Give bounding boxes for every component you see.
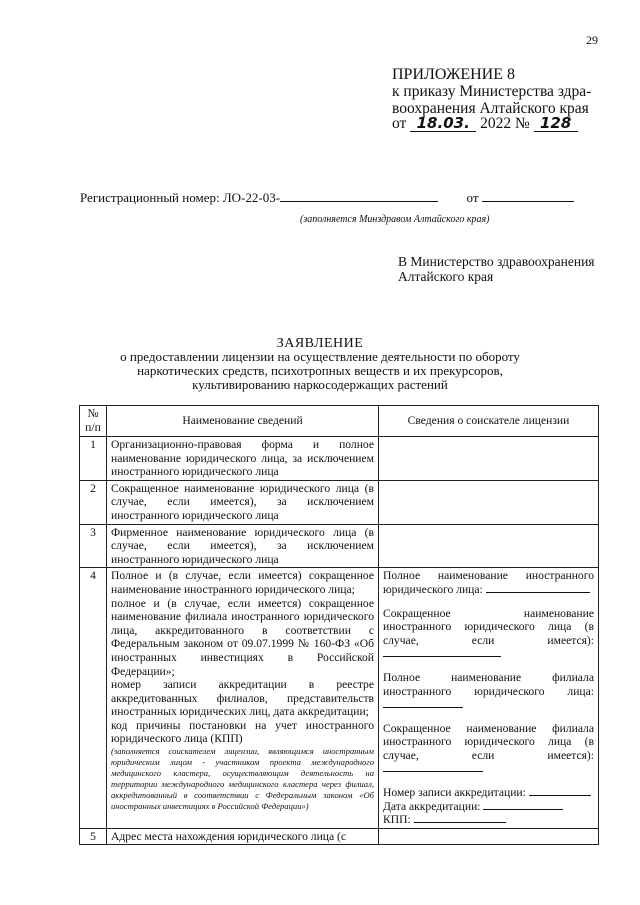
branch-full-name-label: Полное наименование филиала иностранного юридического лица: xyxy=(383,670,594,698)
branch-short-name-label: Сокращенное наименование филиала иностранного юридического лица (в случае, если имеется): xyxy=(383,721,594,762)
registration-from-label: от xyxy=(466,190,479,205)
appendix-date-prefix: от xyxy=(392,115,407,132)
foreign-short-name-field[interactable] xyxy=(383,607,594,661)
appendix-handwritten-number: 128 xyxy=(534,116,578,132)
page-number: 29 xyxy=(586,33,598,47)
kpp-label: КПП: xyxy=(383,813,411,827)
table-row xyxy=(80,828,599,845)
row-info-cell[interactable] xyxy=(379,437,599,481)
accreditation-date-label: Дата аккредитации: xyxy=(383,799,481,813)
accreditation-date-blank xyxy=(483,809,563,810)
registration-note: (заполняется Минздравом Алтайского края) xyxy=(300,214,490,225)
foreign-short-name-blank xyxy=(383,656,501,657)
row-info-cell[interactable] xyxy=(379,828,599,845)
statement-subtitle: о предоставлении лицензии на осуществление деятельности по обороту наркотических средств, психотропных веществ и их прекурсоров, культивированию наркосодержащих растений xyxy=(120,349,520,392)
row-number: 1 xyxy=(80,437,107,481)
appendix-line-2: воохранения Алтайского края xyxy=(392,100,589,117)
accreditation-number-label: Номер записи аккредитации: xyxy=(383,786,526,800)
branch-short-name-field[interactable] xyxy=(383,722,594,776)
row-name: Сокращенное наименование юридического лица (в случае, если имеется), за исключением иностранного юридического лица xyxy=(107,480,379,524)
registration-number-blank xyxy=(280,201,438,202)
row-info-cell[interactable] xyxy=(379,524,599,568)
row-number: 2 xyxy=(80,480,107,524)
kpp-field[interactable] xyxy=(383,813,594,827)
row4-name-part-2: полное и (в случае, если имеется) сокращенное наименование филиала иностранного юридического лица, аккредитованного в соответствии с Федеральным законом от 09.07.1999 № 160-ФЗ «Об иностранных инвестициях в Российской Федерации»; xyxy=(111,596,374,678)
appendix-year: 2022 № xyxy=(480,115,530,132)
row4-name-part-3: номер записи аккредитации в реестре аккредитованных филиалов, представительств иностранных юридических лиц, дата аккредитации; xyxy=(111,678,374,719)
license-info-table xyxy=(79,405,599,845)
row-info-cell[interactable] xyxy=(379,480,599,524)
header-info: Сведения о соискателе лицензии xyxy=(379,406,599,437)
row-name xyxy=(107,568,379,829)
row-name: Организационно-правовая форма и полное наименование юридического лица, за исключением иностранного юридического лица xyxy=(107,437,379,481)
header-name: Наименование сведений xyxy=(107,406,379,437)
row4-name-part-4: код причины постановки на учет иностранного юридического лица (КПП) xyxy=(111,718,374,746)
table-row xyxy=(80,480,599,524)
branch-full-name-blank xyxy=(383,707,463,708)
branch-full-name-field[interactable] xyxy=(383,671,594,712)
header-num: № п/п xyxy=(80,406,107,437)
row-number: 3 xyxy=(80,524,107,568)
foreign-full-name-label: Полное наименование иностранного юридического лица: xyxy=(383,569,594,596)
row-number: 4 xyxy=(80,568,107,829)
foreign-full-name-blank xyxy=(486,592,590,593)
appendix-handwritten-date: 18.03. xyxy=(410,116,476,132)
foreign-full-name-field[interactable] xyxy=(383,569,594,596)
addressee-line-2: Алтайского края xyxy=(398,269,494,284)
addressee-line-1: В Министерство здравоохранения xyxy=(398,254,595,269)
registration-line xyxy=(80,190,574,206)
kpp-blank xyxy=(414,822,506,823)
accreditation-number-blank xyxy=(529,795,591,796)
row-number: 5 xyxy=(80,828,107,845)
branch-short-name-blank xyxy=(383,771,483,772)
row4-note: (заполняется соискателем лицензии, являющимся иностранным юридическим лицом - участником проекта международного медицинского кластера, осуществляющим деятельность на территории международного медицинского кластера через филиал, аккредитованный в соответствии с Федеральным законом «Об иностранных инвестициях в Российской Федерации») xyxy=(111,746,374,812)
foreign-short-name-label: Сокращенное наименование иностранного юридического лица (в случае, если имеется): xyxy=(383,606,594,647)
row-name: Адрес места нахождения юридического лица (с xyxy=(107,828,379,845)
appendix-line-1: к приказу Министерства здра- xyxy=(392,83,592,100)
table-header-row xyxy=(80,406,599,437)
accreditation-date-field[interactable] xyxy=(383,800,594,814)
registration-date-blank xyxy=(482,201,574,202)
appendix-title: ПРИЛОЖЕНИЕ 8 xyxy=(392,66,516,83)
accreditation-number-field[interactable] xyxy=(383,786,594,800)
table-row xyxy=(80,437,599,481)
table-row xyxy=(80,524,599,568)
row4-name-part-1: Полное и (в случае, если имеется) сокращенное наименование иностранного юридического лица; xyxy=(111,569,374,596)
appendix-date-line xyxy=(392,115,578,132)
row-info-cell xyxy=(379,568,599,829)
table-row xyxy=(80,568,599,829)
addressee-block xyxy=(398,254,595,284)
statement-title: ЗАЯВЛЕНИЕ xyxy=(276,336,364,351)
row-name: Фирменное наименование юридического лица (в случае, если имеется), за исключением иностранного юридического лица xyxy=(107,524,379,568)
registration-label: Регистрационный номер: ЛО-22-03- xyxy=(80,190,281,205)
